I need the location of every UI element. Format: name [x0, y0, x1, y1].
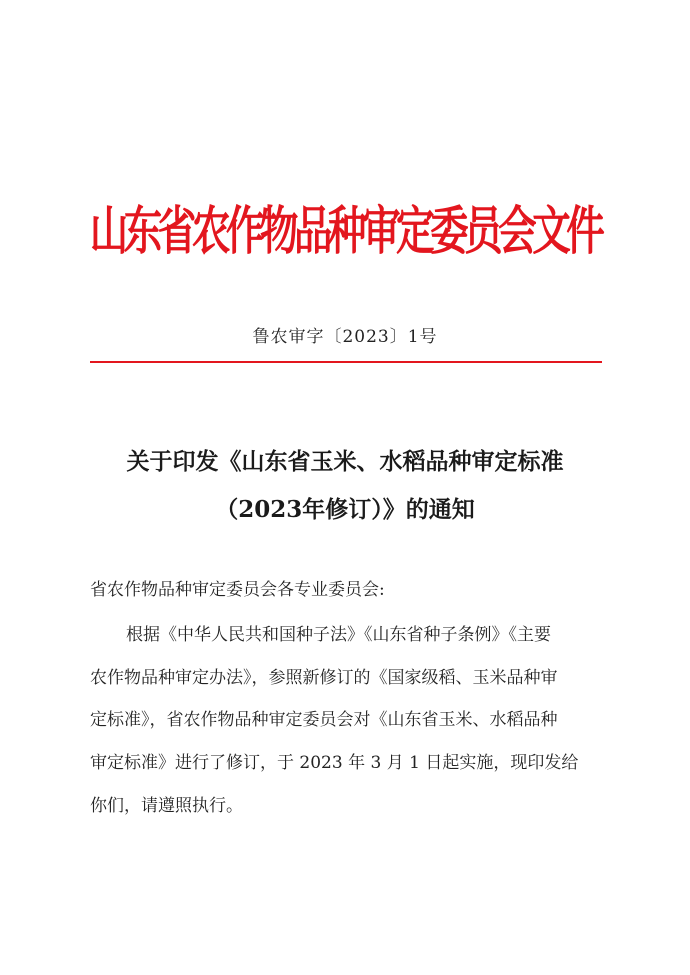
notice-title-line-1: 关于印发《山东省玉米、水稻品种审定标准	[126, 448, 564, 475]
body-paragraph-line: 定标准》，省农作物品种审定委员会对《山东省玉米、水稻品种	[90, 710, 558, 730]
salutation: 省农作物品种审定委员会各专业委员会:	[90, 580, 385, 600]
notice-title-line-2: （2023年修订）》的通知	[215, 496, 475, 523]
body-paragraph-line: 根据《中华人民共和国种子法》《山东省种子条例》《主要	[126, 625, 551, 645]
document-number: 鲁农审字〔2023〕1号	[252, 327, 438, 347]
issuer-title: 山东省农作物品种审定委员会文件	[89, 201, 601, 262]
red-divider-line	[90, 361, 602, 363]
body-paragraph-line: 你们，请遵照执行。	[90, 796, 243, 816]
body-paragraph-line: 审定标准》进行了修订，于 2023 年 3 月 1 日起实施，现印发给	[90, 753, 579, 773]
body-paragraph-line: 农作物品种审定办法》，参照新修订的《国家级稻、玉米品种审	[90, 668, 558, 688]
